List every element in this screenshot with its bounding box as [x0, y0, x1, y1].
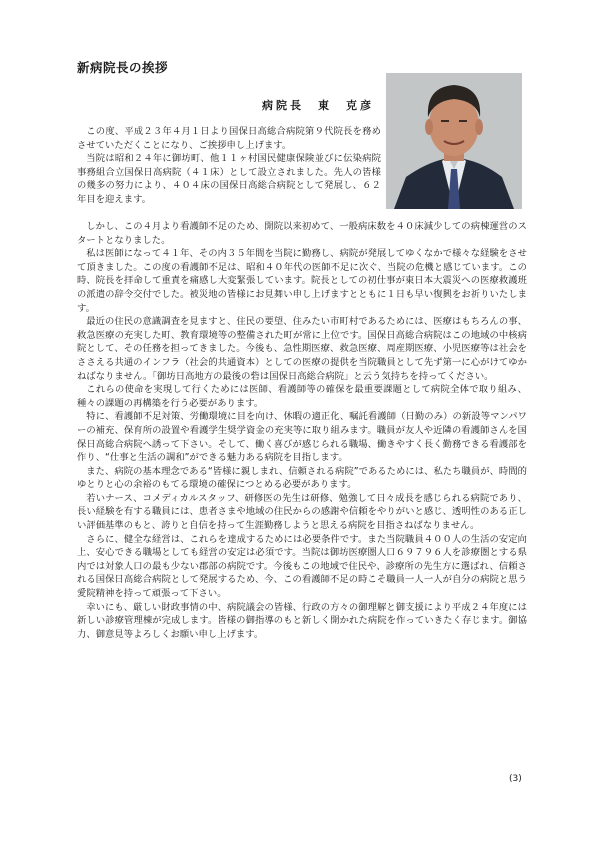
paragraph: 特に、看護師不足対策、労働環境に目を向け、休暇の適正化、嘱託看護師（日勤のみ）の新設等マンパワーの補充、保育所の設置や看護学生奨学資金の充実等に取り組みます。職員が友人や近隣の看護師さんを国保日高総合病院へ誘って下さい。そして、働く喜びが感じられる職場、働きやすく長く勤務できる看護部を作り、“仕事と生活の調和”ができる魅力ある病院を目指します。	[77, 411, 527, 464]
intro-text	[77, 125, 381, 207]
portrait-photo	[386, 73, 522, 209]
page-title: 新病院長の挨拶	[77, 60, 169, 75]
portrait-image	[386, 73, 522, 209]
paragraph: さらに、健全な経営は、これらを達成するためには必要条件です。また当院職員４００人の生活の安定向上、安心できる職場としても経営の安定は必須です。当院は御坊医療圏人口６９７９６人を診療圏とする県内では対象人口の最も少ない郡部の病院です。今後もこの地域で住民や、診療所の先生方に選ばれ、信頼される国保日高総合病院として発展するため、今、この看護師不足の時こそ職員一人一人が自分の病院と思う愛院精神を持って頑張って下さい。	[77, 533, 527, 600]
paragraph: 当院は昭和２４年に御坊町、他１１ヶ村国民健康保険並びに伝染病院事務組合立国保日高病院（４１床）として設立されました。先人の皆様の幾多の努力により、４０４床の国保日高総合病院として発展し、６２年目を迎えます。	[77, 153, 381, 205]
paragraph: この度、平成２３年４月１日より国保日高総合病院第９代院長を務めさせていただくことになり、ご挨拶申し上げます。	[77, 126, 381, 151]
paragraph: また、病院の基本理念である“皆様に親しまれ、信頼される病院”であるためには、私たち職員が、時間的ゆとりと心の余裕のもてる環境の確保につとめる必要があります。	[77, 465, 527, 491]
body-text	[77, 220, 527, 641]
paragraph: 幸いにも、厳しい財政事情の中、病院議会の皆様、行政の方々の御理解と御支援により平成２４年度には新しい診療管理棟が完成します。皆様の御指導のもと新しく開かれた病院を作っていきたく存じます。御協力、御意見等よろしくお願い申し上げます。	[77, 601, 527, 640]
page-number: (3)	[509, 774, 522, 784]
paragraph: 私は医師になって４１年、その内３５年間を当院に勤務し、病院が発展してゆくなかで様々な経験をさせて頂きました。この度の看護師不足は、昭和４０年代の医師不足に次ぐ、当院の危機と感じています。この時、院長を拝命して重責を痛感し大変緊張しています。院長としての初仕事が東日本大震災への医療救護班の派遣の辞令交付でした。被災地の皆様にお見舞い申し上げますとともに１日も早い復興をお祈りいたします。	[77, 248, 527, 314]
paragraph: これらの使命を実現して行くためには医師、看護師等の確保を最重要課題として病院全体で取り組み、種々の課題の再構築を行う必要があります。	[77, 384, 527, 409]
paragraph: 若いナース、コメディカルスタッフ、研修医の先生は研修、勉強して日々成長を感じられる病院であり、長い経験を有する職員には、患者さまや地域の住民からの感謝や信頼をやりがいと感じ、透明性のある正しい評価基準のもと、誇りと自信を持って生涯勤務しようと思える病院を目指さねばなりません。	[77, 492, 527, 532]
paragraph: しかし、この４月より看護師不足のため、開院以来初めて、一般病床数を４０床減少しての病棟運営のスタートとなりました。	[77, 221, 527, 246]
author-name: 病院長 東 克彦	[262, 99, 374, 112]
paragraph: 最近の住民の意識調査を見ますと、住民の要望、住みたい市町村であるためには、医療はもちろんの事、救急医療の充実した町、教育環境等の整備された町が常に上位です。国保日高総合病院はこの地域の中核病院として、その任務を担ってきました。今後も、急性期医療、救急医療、周産期医療、小児医療等は社会をささえる共通のインフラ（社会的共通資本）としての医療の提供を当院職員として先ず第一に心がけてゆかねばなりません。「御坊日高地方の最後の砦は国保日高総合病院」と云う気持ちを持ってください。	[77, 316, 527, 382]
